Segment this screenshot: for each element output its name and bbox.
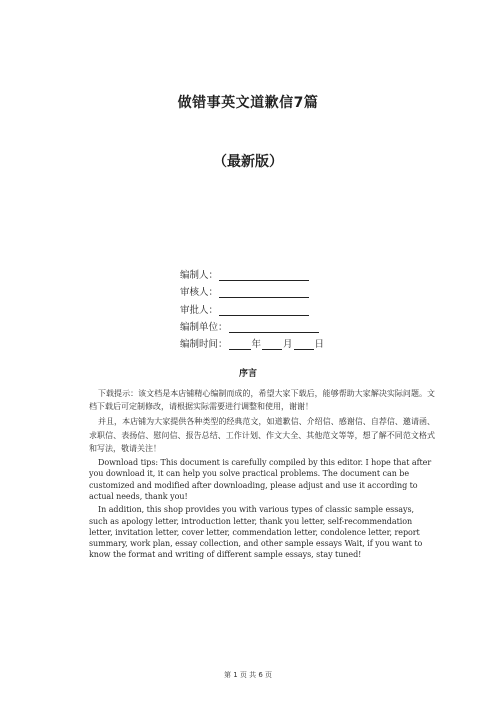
- approver-blank: [219, 306, 309, 316]
- approver-label: 审批人：: [180, 304, 219, 316]
- editor-field: [180, 264, 340, 281]
- page-footer: 第 1 页 共 6 页: [223, 671, 273, 679]
- document-subtitle: （最新版）: [213, 154, 283, 170]
- day-blank: [294, 340, 314, 350]
- unit-field: [180, 316, 340, 333]
- preface-body: [89, 387, 435, 563]
- metadata-fields: [180, 264, 340, 350]
- day-label: 日: [314, 338, 325, 350]
- date-label: 编制时间：: [180, 338, 228, 350]
- year-label: 年: [251, 338, 262, 350]
- preface-paragraph-cn-2: 并且，本店铺为大家提供各种类型的经典范文，如道歉信、介绍信、感谢信、自荐信、邀请函、求职信、表扬信、慰问信、报告总结、工作计划、作文大全、其他范文等等，想了解不同范文格式和写法，敬请关注！: [89, 417, 435, 453]
- approver-field: [180, 298, 340, 315]
- date-field: [180, 333, 340, 350]
- unit-blank: [229, 323, 319, 333]
- month-blank: [262, 340, 282, 350]
- reviewer-label: 审核人：: [180, 287, 219, 299]
- editor-blank: [219, 271, 309, 281]
- unit-label: 编制单位：: [180, 321, 228, 333]
- editor-label: 编制人：: [180, 270, 219, 282]
- month-label: 月: [283, 338, 293, 350]
- preface-paragraph-en-1: Download tips: This document is carefully compiled by this editor. I hope that after you download it, it can help you solve practical problems. The document can be customized and modified after downloading, please adjust and use it according to actual needs, thank you!: [89, 458, 432, 501]
- year-blank: [229, 340, 251, 350]
- reviewer-field: [180, 281, 340, 298]
- reviewer-blank: [219, 288, 309, 298]
- preface-paragraph-en-2: In addition, this shop provides you with various types of classic sample essays, such as apology letter, introduction letter, thank you letter, self-recommendation letter, invitation letter, cover letter, commendation letter, condolence letter, report summary, work plan, essay collection, and other sample essays Wait, if you want to know the format and writing of different sample essays, stay tuned!: [89, 505, 423, 560]
- preface-paragraph-cn-1: 下载提示：该文档是本店铺精心编制而成的，希望大家下载后，能够帮助大家解决实际问题。文档下载后可定制修改，请根据实际需要进行调整和使用，谢谢！: [89, 389, 435, 412]
- preface-heading: 序言: [238, 369, 257, 379]
- document-title: 做错事英文道歉信7篇: [177, 95, 319, 111]
